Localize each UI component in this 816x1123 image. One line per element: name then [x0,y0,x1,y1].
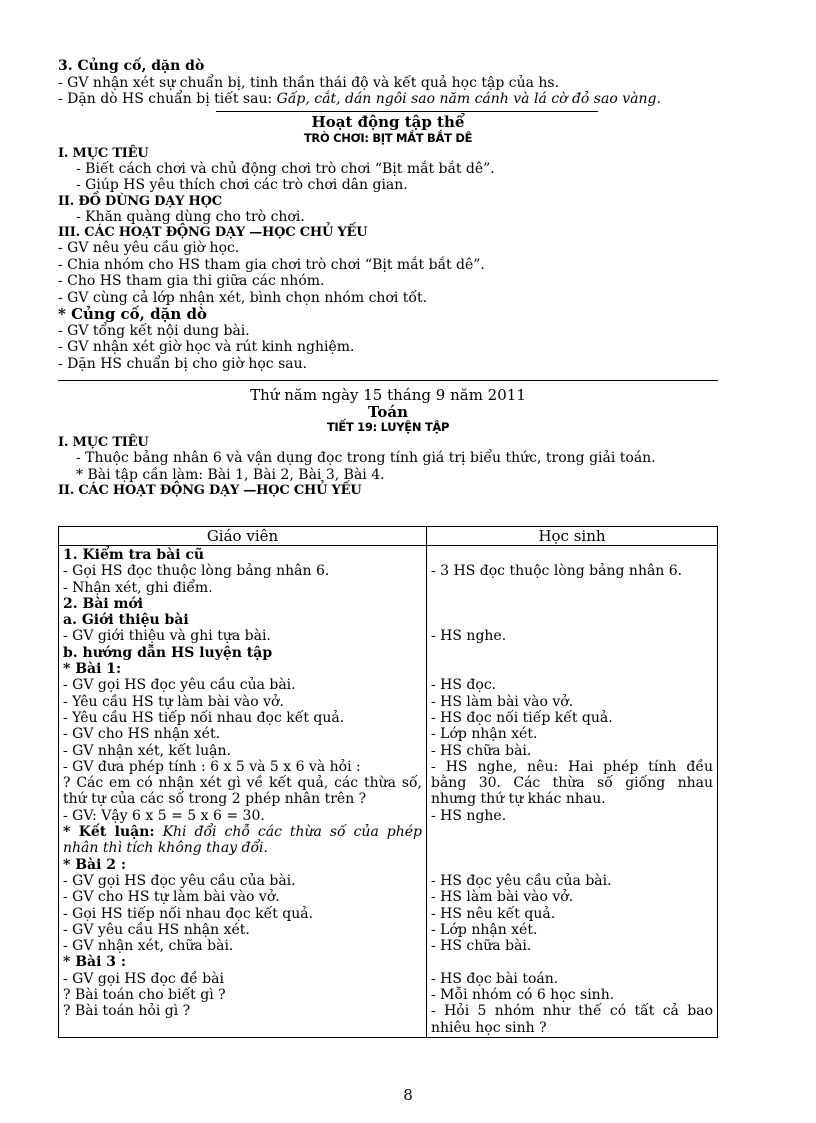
cell-heading: * Bài 2 : [63,856,127,873]
cell-text: - HS làm bài vào vở. [431,889,574,906]
cell-heading: 2. Bài mới [63,595,144,612]
text-line: - Dặn HS chuẩn bị cho giờ học sau. [58,355,308,372]
student-cell [427,546,718,1038]
section-heading: 3. Củng cố, dặn dò [58,58,205,74]
cell-text: - Yêu cầu HS tự làm bài vào vở. [63,693,284,710]
cell-text: - HS làm bài vào vở. [431,693,574,710]
cell-text: - HS đọc. [431,677,497,694]
cell-text: - HS nghe. [431,807,507,824]
text-line: - Giúp HS yêu thích chơi các trò chơi dân gian. [76,177,408,193]
table-header-row [59,527,718,546]
cell-heading: 1. Kiểm tra bài cũ [63,547,205,563]
cell-text: - GV cho HS tự làm bài vào vở. [63,889,280,906]
cell-text: - GV nhận xét, chữa bài. [63,938,234,955]
section-heading: III. CÁC HOẠT ĐỘNG DẠY —HỌC CHỦ YẾU [58,225,368,240]
cell-text: - Lớp nhận xét. [431,726,538,743]
text-line: - GV cùng cả lớp nhận xét, bình chọn nhóm chơi tốt. [58,289,428,306]
cell-heading: a. Giới thiệu bài [63,612,189,629]
cell-text: - GV yêu cầu HS nhận xét. [63,921,250,938]
cell-text: - GV gọi HS đọc yêu cầu của bài. [63,872,296,889]
text-line: - GV nêu yêu cầu giờ học. [58,240,240,256]
text-line: * Bài tập cần làm: Bài 1, Bài 2, Bài 3, Bài 4. [76,466,385,483]
cell-text: - Yêu cầu HS tiếp nối nhau đọc kết quả. [63,709,345,726]
cell-text: - GV gọi HS đọc đề bài [63,970,224,987]
teacher-column-header: Giáo viên [59,527,427,546]
divider [216,111,598,112]
cell-text: - GV nhận xét, kết luận. [63,742,231,759]
text-line: - Cho HS tham gia thi giữa các nhóm. [58,273,325,289]
cell-text: - Mỗi nhóm có 6 học sinh. [431,987,615,1004]
divider [58,380,718,381]
cell-text: - GV gọi HS đọc yêu cầu của bài. [63,677,296,694]
text-line: - GV nhận xét giờ học và rút kinh nghiệm. [58,339,355,355]
cell-heading: * Bài 1: [63,661,122,678]
cell-text: - HS nêu kết quả. [431,905,556,922]
cell-text: - HS đọc nối tiếp kết quả. [431,709,613,726]
section-heading: I. MỤC TIÊU [58,435,149,450]
text-line: - GV tổng kết nội dung bài. [58,322,250,339]
cell-text: - Gọi HS đọc thuộc lòng bảng nhân 6. [63,563,330,580]
lesson-title: TIẾT 19: LUYỆN TẬP [326,420,450,434]
teacher-cell [59,546,427,1038]
document-page [58,58,718,498]
cell-text: - HS đọc yêu cầu của bài. [431,872,612,889]
cell-text: - 3 HS đọc thuộc lòng bảng nhân 6. [431,563,683,580]
page-number: 8 [403,1086,413,1104]
cell-text: - Lớp nhận xét. [431,921,538,938]
cell-text: - HS nghe, nêu: Hai phép tính đều bằng 30. Các thừa số giống nhau nhưng thứ tự khác nhau. [431,758,713,808]
cell-text: - HS nghe. [431,628,507,645]
cell-text: * Kết luận: Khi đổi chỗ các thừa số của phép nhân thì tích không thay đổi. [63,824,423,857]
cell-text: ? Bài toán cho biết gì ? [63,987,226,1004]
text-line: - Thuộc bảng nhân 6 và vận dụng đọc trong tính giá trị biểu thức, trong giải toán. [76,450,656,466]
table-row [59,546,718,1038]
section-heading: * Củng cố, dặn dò [58,305,207,323]
text-line: - GV nhận xét sự chuẩn bị, tinh thần thái độ và kết quả học tập của hs. [58,74,560,91]
activity-subtitle: TRÒ CHƠI: BỊT MẮT BẮT DÊ [303,130,473,145]
text-line: - Biết cách chơi và chủ động chơi trò chơi “Bịt mắt bắt dê”. [76,160,495,177]
text-line: - Khăn quàng dùng cho trò chơi. [76,208,305,225]
section-heading: I. MỤC TIÊU [58,145,149,161]
cell-heading: b. hướng dẫn HS luyện tập [63,644,273,661]
cell-text: - Nhận xét, ghi điểm. [63,579,213,596]
subject-title: Toán [367,403,409,421]
section-heading: II. ĐỒ DÙNG DẠY HỌC [58,193,222,209]
text-line: - Dặn dò HS chuẩn bị tiết sau: Gấp, cắt, dán ngôi sao năm cánh và lá cờ đỏ sao vàng. [58,91,661,107]
cell-text: - GV cho HS nhận xét. [63,726,221,743]
activity-title: Hoạt động tập thể [311,112,465,131]
cell-text: - HS chữa bài. [431,742,532,759]
cell-text: - Hỏi 5 nhóm như thế có tất cả bao nhiêu học sinh ? [431,1003,713,1036]
lesson-date: Thứ năm ngày 15 tháng 9 năm 2011 [250,386,526,404]
cell-text: ? Các em có nhận xét gì về kết quả, các thừa số, thứ tự của các số trong 2 phép nhân trên ? [63,775,422,808]
student-column-header: Học sinh [427,527,718,546]
section-heading: II. CÁC HOẠT ĐỘNG DẠY —HỌC CHỦ YẾU [58,483,362,498]
lesson-plan-table [58,526,718,1038]
cell-text: - GV đưa phép tính : 6 x 5 và 5 x 6 và hỏi : [63,758,361,775]
cell-text: - Gọi HS tiếp nối nhau đọc kết quả. [63,905,314,922]
cell-text: - HS chữa bài. [431,938,532,955]
cell-heading: * Bài 3 : [63,954,127,971]
cell-text: - HS đọc bài toán. [431,970,559,987]
text-line: - Chia nhóm cho HS tham gia chơi trò chơi “Bịt mắt bắt dê”. [58,256,485,273]
cell-text: ? Bài toán hỏi gì ? [63,1003,191,1020]
cell-text: - GV giới thiệu và ghi tựa bài. [63,628,271,645]
cell-text: - GV: Vậy 6 x 5 = 5 x 6 = 30. [63,807,265,824]
